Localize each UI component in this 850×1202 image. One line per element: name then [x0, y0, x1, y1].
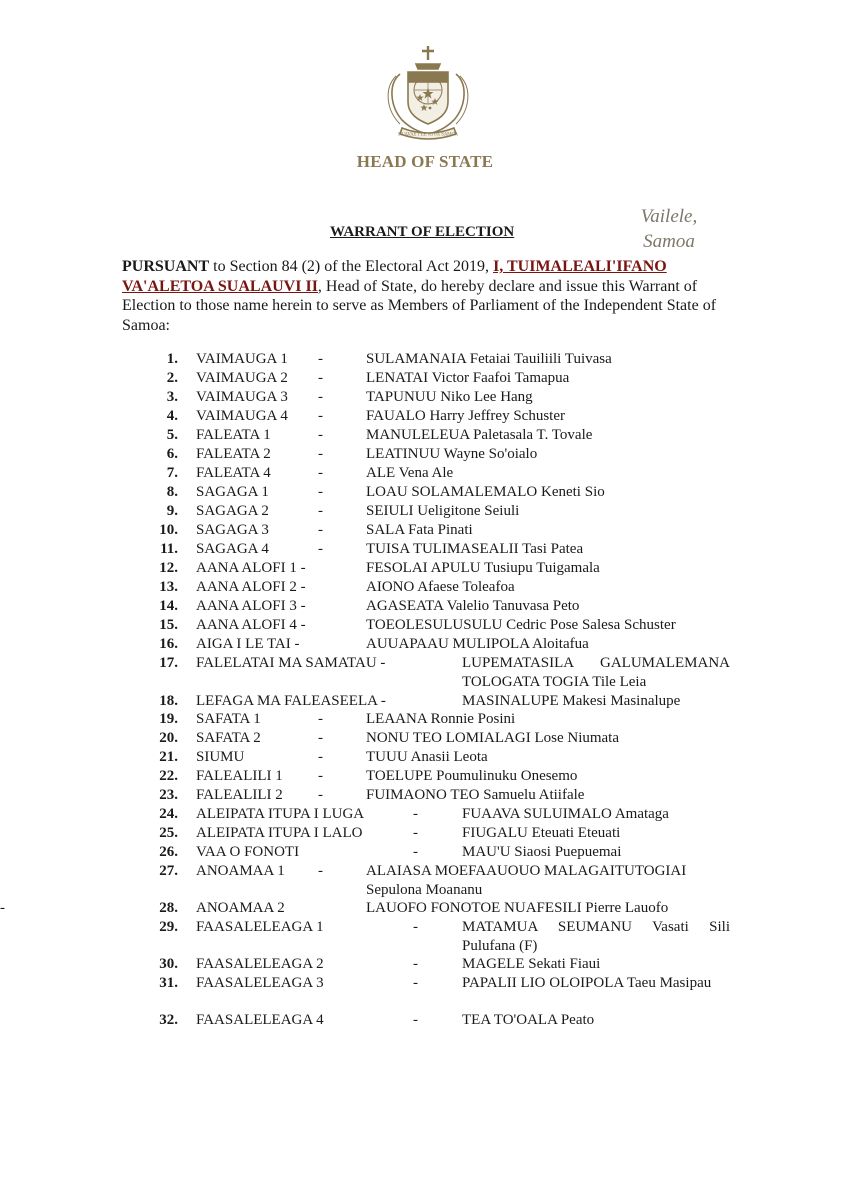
constituency-name: ALEIPATA ITUPA I LUGA	[196, 806, 365, 822]
constituency-name: FALEATA 2	[196, 446, 271, 462]
member-name: PAPALII LIO OLOIPOLA Taeu Masipau	[462, 975, 712, 991]
item-number: 13.	[159, 579, 178, 595]
constituency-name: AANA ALOFI 2 -	[196, 579, 306, 595]
item-number: 22.	[159, 768, 178, 784]
member-name: SALA Fata Pinati	[366, 522, 473, 538]
document-title: WARRANT OF ELECTION	[330, 224, 515, 240]
member-name: LEATINUU Wayne So'oialo	[366, 446, 538, 462]
separator-dash: -	[413, 956, 418, 972]
item-number: 11.	[160, 541, 178, 557]
member-name: FUIMAONO TEO Samuelu Atiifale	[366, 787, 585, 803]
intro-paragraph	[122, 257, 722, 335]
constituency-name: AIGA I LE TAI -	[196, 636, 300, 652]
item-number: 17.	[159, 655, 178, 671]
separator-dash: -	[318, 370, 323, 386]
separator-dash: -	[413, 919, 418, 935]
member-name: FESOLAI APULU Tusiupu Tuigamala	[366, 560, 600, 576]
samoa-coat-of-arms-icon	[378, 44, 478, 144]
separator-dash: -	[318, 408, 323, 424]
item-number: 30.	[159, 956, 178, 972]
member-name: LENATAI Victor Faafoi Tamapua	[366, 370, 570, 386]
member-name: SEIULI Ueligitone Seiuli	[366, 503, 520, 519]
item-number: 10.	[159, 522, 178, 538]
item-number: 3.	[166, 389, 178, 405]
member-name: FUAAVA SULUIMALO Amataga	[462, 806, 669, 822]
member-name: LUPEMATASILA GALUMALEMANA TOLOGATA TOGIA Tile Leia	[462, 655, 730, 690]
separator-dash: -	[318, 787, 323, 803]
separator-dash: -	[318, 711, 323, 727]
member-name: SULAMANAIA Fetaiai Tauiliili Tuivasa	[366, 351, 612, 367]
member-name: LAUOFO FONOTOE NUAFESILI Pierre Lauofo	[366, 900, 669, 916]
constituency-name: SAGAGA 2	[196, 503, 269, 519]
member-name: TUISA TULIMASEALII Tasi Patea	[366, 541, 584, 557]
item-number: 12.	[159, 560, 178, 576]
constituency-name: VAIMAUGA 3	[196, 389, 288, 405]
constituency-name: FALEALILI 1	[196, 768, 283, 784]
separator-dash: -	[0, 900, 5, 916]
separator-dash: -	[318, 749, 323, 765]
item-number: 29.	[159, 919, 178, 935]
member-name: MASINALUPE Makesi Masinalupe	[462, 693, 681, 709]
separator-dash: -	[318, 541, 323, 557]
constituency-name: SAGAGA 4	[196, 541, 269, 557]
item-number: 14.	[159, 598, 178, 614]
member-name: MAU'U Siaosi Puepuemai	[462, 844, 622, 860]
item-number: 18.	[159, 693, 178, 709]
item-number: 28.	[159, 900, 178, 916]
separator-dash: -	[318, 446, 323, 462]
constituency-name: FAASALELEAGA 4	[196, 1012, 324, 1028]
item-number: 19.	[159, 711, 178, 727]
constituency-name: FALEATA 4	[196, 465, 271, 481]
constituency-name: AANA ALOFI 3 -	[196, 598, 306, 614]
separator-dash: -	[413, 825, 418, 841]
member-name: ALE Vena Ale	[366, 465, 454, 481]
member-name: LEAANA Ronnie Posini	[366, 711, 516, 727]
constituency-name: AANA ALOFI 1 -	[196, 560, 306, 576]
item-number: 15.	[159, 617, 178, 633]
item-number: 25.	[159, 825, 178, 841]
place-line-1: Vailele,	[640, 206, 698, 227]
item-number: 1.	[166, 351, 178, 367]
constituency-name: SAFATA 1	[196, 711, 261, 727]
office-heading: HEAD OF STATE	[356, 152, 494, 171]
constituency-name: SAGAGA 3	[196, 522, 269, 538]
member-name: ALAIASA MOEFAAUOUO MALAGAITUTOGIAI Sepulona Moananu	[366, 863, 687, 898]
member-name: MATAMUA SEUMANU Vasati Sili Pulufana (F)	[462, 919, 730, 954]
item-number: 31.	[159, 975, 178, 991]
constituency-name: VAIMAUGA 2	[196, 370, 288, 386]
constituency-name: LEFAGA MA FALEASEELA -	[196, 693, 386, 709]
item-number: 9.	[166, 503, 178, 519]
separator-dash: -	[318, 863, 323, 879]
place-line-2: Samoa	[643, 231, 695, 252]
item-number: 5.	[166, 427, 178, 443]
item-number: 2.	[166, 370, 178, 386]
separator-dash: -	[318, 768, 323, 784]
item-number: 23.	[159, 787, 178, 803]
constituency-name: VAIMAUGA 1	[196, 351, 288, 367]
member-name: TAPUNUU Niko Lee Hang	[366, 389, 533, 405]
member-name: NONU TEO LOMIALAGI Lose Niumata	[366, 730, 620, 746]
constituency-name: FALEATA 1	[196, 427, 271, 443]
separator-dash: -	[318, 351, 323, 367]
item-number: 7.	[166, 465, 178, 481]
member-name: AGASEATA Valelio Tanuvasa Peto	[366, 598, 580, 614]
member-name: TOELUPE Poumulinuku Onesemo	[366, 768, 578, 784]
intro-pursuant: PURSUANT	[122, 258, 210, 275]
item-number: 6.	[166, 446, 178, 462]
separator-dash: -	[413, 975, 418, 991]
item-number: 32.	[159, 1012, 178, 1028]
constituency-name: SIUMU	[196, 749, 245, 765]
item-number: 21.	[159, 749, 178, 765]
item-number: 27.	[159, 863, 178, 879]
separator-dash: -	[318, 427, 323, 443]
intro-text-2: , Head of State, do hereby declare and issue this Warrant of Election to those name herein to serve as Members of Parliament of the Independent State of Samoa:	[122, 277, 717, 334]
constituency-name: FAASALELEAGA 1	[196, 919, 324, 935]
constituency-name: ANOAMAA 2	[196, 900, 285, 916]
member-name: FAUALO Harry Jeffrey Schuster	[366, 408, 565, 424]
separator-dash: -	[318, 484, 323, 500]
member-name: MAGELE Sekati Fiaui	[462, 956, 601, 972]
constituency-name: VAIMAUGA 4	[196, 408, 288, 424]
separator-dash: -	[318, 522, 323, 538]
constituency-name: ALEIPATA ITUPA I LALO	[196, 825, 363, 841]
item-number: 26.	[159, 844, 178, 860]
constituency-name: AANA ALOFI 4 -	[196, 617, 306, 633]
item-number: 8.	[166, 484, 178, 500]
separator-dash: -	[413, 806, 418, 822]
separator-dash: -	[318, 730, 323, 746]
constituency-name: SAFATA 2	[196, 730, 261, 746]
separator-dash: -	[318, 389, 323, 405]
separator-dash: -	[318, 503, 323, 519]
head-of-state-name: I, TUIMALEALI'IFANO VA'ALETOA SUALAUVI II	[122, 258, 667, 295]
member-name: LOAU SOLAMALEMALO Keneti Sio	[366, 484, 605, 500]
member-name: TEA TO'OALA Peato	[462, 1012, 595, 1028]
place-of-issue	[624, 204, 714, 254]
member-name: AIONO Afaese Toleafoa	[366, 579, 515, 595]
constituency-name: VAA O FONOTI	[196, 844, 300, 860]
intro-text-1: to Section 84 (2) of the Electoral Act 2019,	[209, 258, 494, 275]
constituency-name: FAASALELEAGA 2	[196, 956, 324, 972]
separator-dash: -	[413, 1012, 418, 1028]
item-number: 20.	[159, 730, 178, 746]
member-name: FIUGALU Eteuati Eteuati	[462, 825, 621, 841]
item-number: 24.	[159, 806, 178, 822]
constituency-name: FAASALELEAGA 3	[196, 975, 324, 991]
member-name: TOEOLESULUSULU Cedric Pose Salesa Schuster	[366, 617, 676, 633]
crest-motto: FA'AVAE I LE ATUA SAMOA	[398, 131, 458, 137]
separator-dash: -	[413, 844, 418, 860]
member-name: AUUAPAAU MULIPOLA Aloitafua	[366, 636, 589, 652]
member-name: TUUU Anasii Leota	[366, 749, 488, 765]
constituency-name: FALELATAI MA SAMATAU -	[196, 655, 386, 671]
constituency-name: ANOAMAA 1	[196, 863, 285, 879]
separator-dash: -	[318, 465, 323, 481]
constituency-name: SAGAGA 1	[196, 484, 269, 500]
item-number: 16.	[159, 636, 178, 652]
item-number: 4.	[166, 408, 178, 424]
member-name: MANULELEUA Paletasala T. Tovale	[366, 427, 593, 443]
constituency-name: FALEALILI 2	[196, 787, 283, 803]
